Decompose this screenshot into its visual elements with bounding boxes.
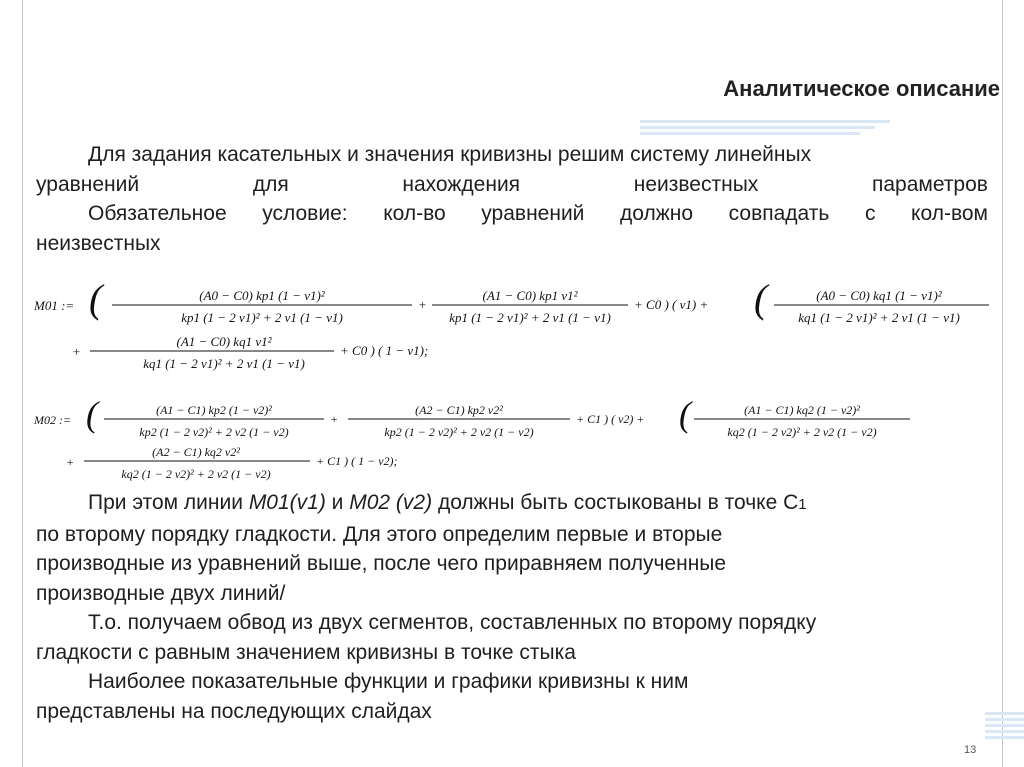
m01-t4-den: kq1 (1 − 2 v1)² + 2 v1 (1 − v1) (143, 356, 305, 371)
formula-m01 (34, 272, 999, 387)
paren-open: ( (679, 394, 691, 434)
decorative-stripes-bottom (985, 712, 1024, 742)
body-p3-line-1: Наиболее показательные функции и графики кривизны к ним (88, 670, 689, 693)
m01-t1-num: (A0 − C0) kp1 (1 − v1)² (199, 288, 325, 303)
m02-t1-den: kp2 (1 − 2 v2)² + 2 v2 (1 − v2) (139, 425, 289, 439)
m02-t4-den: kq2 (1 − 2 v2)² + 2 v2 (1 − v2) (121, 467, 271, 481)
body-text (36, 488, 988, 726)
m02-inline: M02 (v2) (349, 491, 433, 514)
m01-t1-den: kp1 (1 − 2 v1)² + 2 v1 (1 − v1) (181, 310, 343, 325)
intro-word: для (252, 172, 289, 196)
body-p2-line-2: гладкости с равным значением кривизны в точке стыка (36, 640, 576, 664)
body-p1-line-1 (36, 488, 988, 520)
m02-tail: + C1 ) ( 1 − v2); (316, 454, 398, 468)
intro-line-2 (36, 170, 988, 200)
m02-mid: + C1 ) ( v2) + (576, 412, 645, 426)
paren-open: ( (89, 276, 103, 321)
m02-t3-den: kq2 (1 − 2 v2)² + 2 v2 (1 − v2) (727, 425, 877, 439)
formula-m02-svg (34, 392, 999, 492)
body-p1-line-2: по второму порядку гладкости. Для этого определим первые и вторые (36, 522, 723, 546)
m01-t4-num: (A1 − C0) kq1 v1² (176, 334, 272, 349)
paren-open: ( (754, 276, 768, 321)
formula-m01-svg (34, 272, 999, 382)
decorative-stripes-top (640, 120, 890, 138)
body-p2-line-1: Т.о. получаем обвод из двух сегментов, составленных по второму порядку (88, 611, 817, 634)
formula-m02 (34, 392, 999, 497)
m02-t3-num: (A1 − C1) kq2 (1 − v2)² (744, 403, 860, 417)
intro-word: нахождения (402, 172, 521, 196)
m02-t2-num: (A2 − C1) kp2 v2² (415, 403, 503, 417)
intro-line-1: Для задания касательных и значения кривизны решим систему линейных (88, 143, 812, 166)
plus-sign: + (72, 344, 81, 359)
body-p1-line-4: производные двух линий/ (36, 581, 286, 605)
m01-t3-den: kq1 (1 − 2 v1)² + 2 v1 (1 − v1) (798, 310, 960, 325)
m01-inline: M01(v1) (248, 491, 326, 514)
m01-mid: + C0 ) ( v1) + (634, 297, 709, 312)
body-text-span: должны быть состыкованы в точке С (432, 491, 799, 514)
slide-frame-left (22, 0, 23, 767)
m01-t2-num: (A1 − C0) kp1 v1² (482, 288, 578, 303)
m02-t4-num: (A2 − C1) kq2 v2² (152, 445, 240, 459)
intro-word: неизвестных (633, 172, 759, 196)
slide-frame-right (1002, 0, 1003, 767)
body-text-span: При этом линии (88, 491, 249, 514)
m02-t1-num: (A1 − C1) kp2 (1 − v2)² (156, 403, 272, 417)
m02-label: M02 := (34, 413, 72, 427)
body-text-span: и (325, 491, 350, 514)
m01-t3-num: (A0 − C0) kq1 (1 − v1)² (816, 288, 942, 303)
intro-line-4: неизвестных (36, 231, 161, 255)
paren-open: ( (86, 394, 98, 434)
intro-line-3: Обязательное условие: кол-во уравнений должно совпадать с кол-вом (88, 202, 988, 225)
plus-sign: + (330, 412, 339, 426)
page-number: 13 (964, 744, 977, 756)
plus-sign: + (66, 455, 75, 469)
m01-t2-den: kp1 (1 − 2 v1)² + 2 v1 (1 − v1) (449, 310, 611, 325)
plus-sign: + (418, 297, 427, 312)
m01-tail: + C0 ) ( 1 − v1); (340, 343, 429, 358)
body-p3-line-2: представлены на последующих слайдах (36, 699, 432, 723)
body-p1-line-3: производные из уравнений выше, после чего приравняем полученные (36, 552, 727, 575)
slide-title: Аналитическое описание (723, 76, 1000, 101)
intro-word: параметров (871, 172, 988, 196)
m02-t2-den: kp2 (1 − 2 v2)² + 2 v2 (1 − v2) (384, 425, 534, 439)
m01-label: M01 := (34, 298, 75, 313)
intro-word: уравнений (36, 172, 140, 196)
point-subscript: 1 (798, 496, 807, 513)
intro-paragraph (36, 140, 988, 258)
